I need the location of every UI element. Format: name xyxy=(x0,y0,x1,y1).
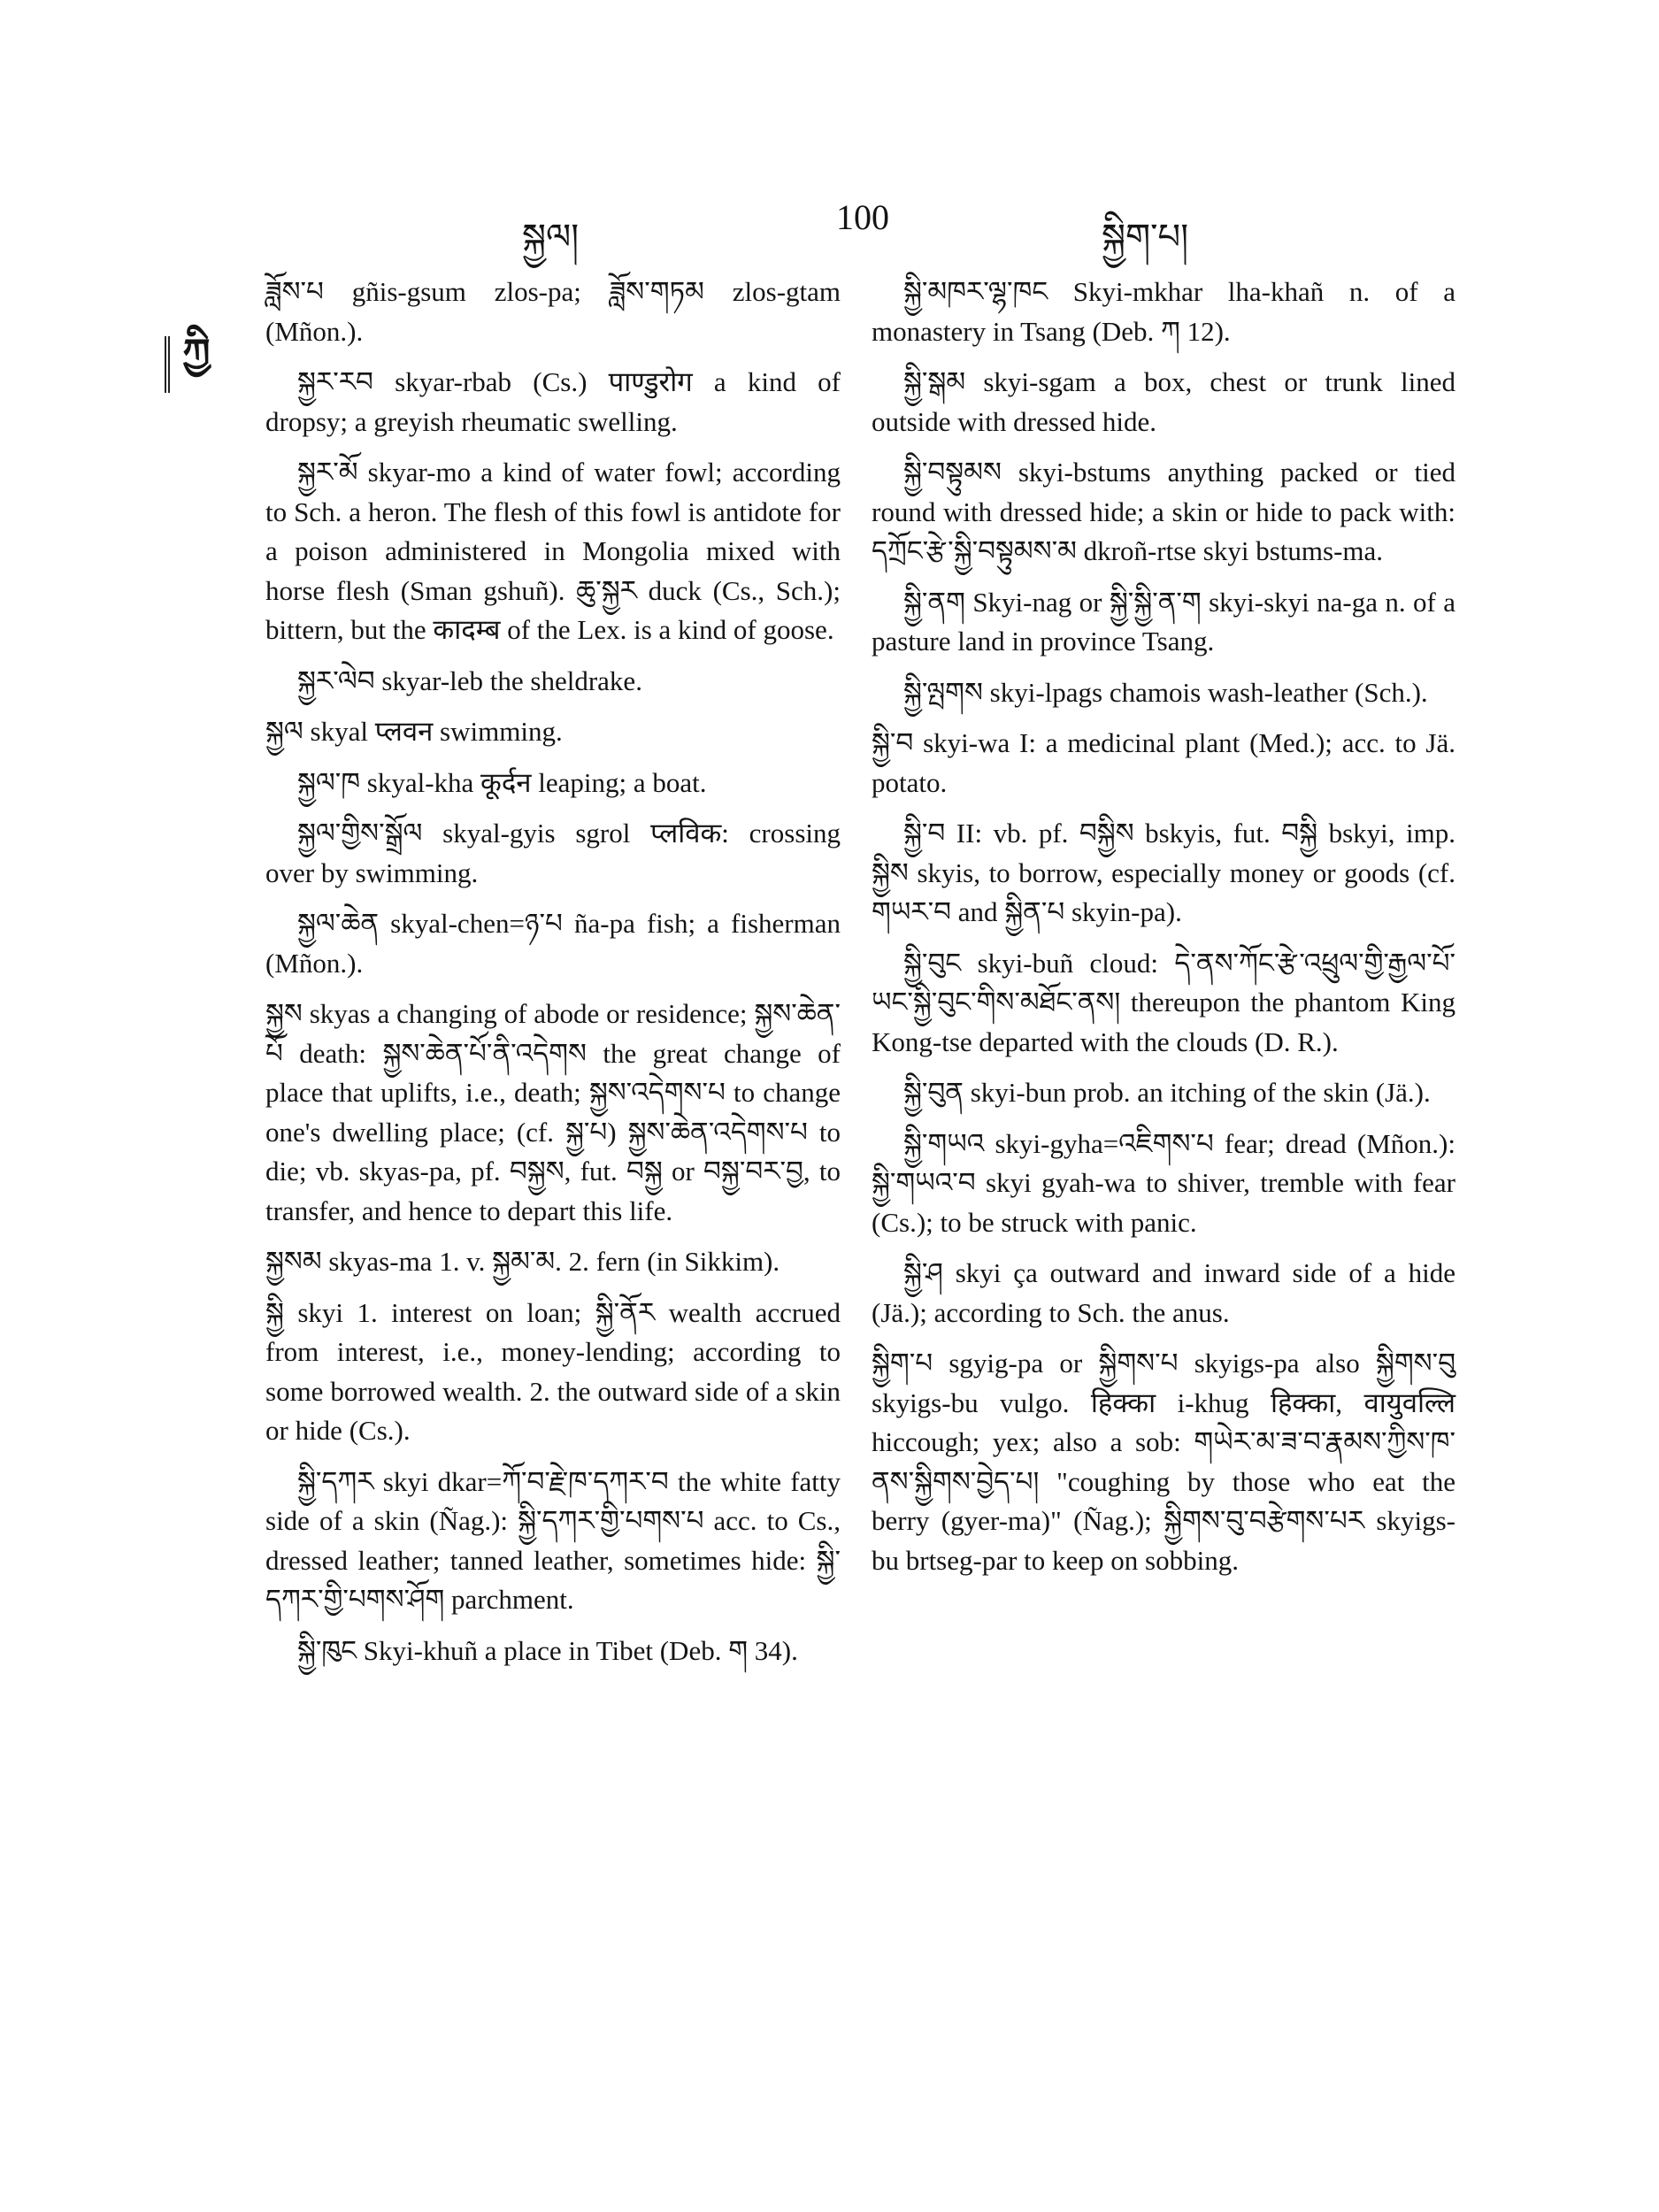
headword-entry: སྐྱལ skyal प्लवन swimming. xyxy=(265,716,563,747)
entry: སྐྱི་བ II: vb. pf. བསྐྱིས bskyis, fut. བསྐྱི bskyi, imp. སྐྱིས skyis, to borrow, especially money or goods (cf. གཡར་བ and སྐྱིན་པ skyin-pa). xyxy=(872,818,1455,927)
entry: སྐྱི་ཁུང Skyi-khuñ a place in Tibet (Deb. ག 34). xyxy=(297,1634,798,1666)
entry: སྐྱི་ཤ skyi ça outward and inward side of a hide (Jä.); according to Sch. the anus. xyxy=(872,1257,1455,1328)
entry: སྐྱལ་གྱིས་སྒྲོལ skyal-gyis sgrol प्लविक: crossing over by swimming. xyxy=(265,818,841,888)
entry: སྐྱི་གཡའ skyi-gyha=འཇིགས་པ fear; dread (Mñon.): སྐྱི་གཡའ་བ skyi gyah-wa to shiver, tremble with fear (Cs.); to be struck with panic. xyxy=(872,1127,1455,1238)
entry: སྐྱལ་ཁ skyal-kha कूर्दन leaping; a boat. xyxy=(297,766,707,798)
headword-entry: སྐྱས skyas a changing of abode or residence; སྐྱས་ཆེན་པོ death: སྐྱས་ཆེན་པོ་ནི་འདེགས the great change of place that uplifts, i.e., death; སྐྱས་འདེགས་པ to change one's dwelling place; (cf. སྐྱ་པ) སྐྱས་ཆེན་འདེགས་པ to die; vb. skyas-pa, pf. བསྐྱས, fut. བསྐྱ or བསྐྱ་བར་བྱ, to transfer, and hence to depart this life. xyxy=(265,998,841,1226)
entry: སྐྱར་རབ skyar-rbab (Cs.) पाण्डुरोग a kind of dropsy; a greyish rheumatic swelling. xyxy=(265,366,841,437)
entry: སྐྱི་ནག Skyi-nag or སྐྱི་སྐྱི་ན་ག skyi-skyi na-ga n. of a pasture land in province Tsang. xyxy=(872,586,1455,657)
entry: སྐྱར་མོ skyar-mo a kind of water fowl; according to Sch. a heron. The flesh of this fowl is antidote for a poison administered in Mongolia mixed with horse flesh (Sman gshuñ). ཆུ་སྐྱར duck (Cs., Sch.); bittern, but the कादम्ब of the Lex. is a kind of goose. xyxy=(265,457,841,645)
thumb-index-tab: ཀྱི xyxy=(165,336,223,393)
entry: སྐྱི་ལྤགས skyi-lpags chamois wash-leather (Sch.). xyxy=(903,676,1428,708)
entry: སྐྱི་མཁར་ལྷ་ཁང Skyi-mkhar lha-khañ n. of a monastery in Tsang (Deb. ཀ 12). xyxy=(872,276,1455,347)
entry: སྐྱི་དཀར skyi dkar=ཀོ་བ་རྗེ་ཁ་དཀར་བ the white fatty side of a skin (Ñag.): སྐྱི་དཀར་གྱི་པགས་པ acc. to Cs., dressed leather; tanned leather, sometimes hide: སྐྱི་དཀར་གྱི་པགས་ཤོག parchment. xyxy=(265,1465,841,1615)
entry: སྐྱར་ལེབ skyar-leb the sheldrake. xyxy=(297,664,642,696)
headword-entry: སྐྱསམ skyas-ma 1. v. སྐྱམ་མ. 2. fern (in Sikkim). xyxy=(265,1246,780,1277)
left-column xyxy=(265,273,841,1682)
header-left-word: སྐྱལ། xyxy=(522,217,580,257)
entry: སྐྱི་སྒམ skyi-sgam a box, chest or trunk lined outside with dressed hide. xyxy=(872,366,1455,437)
headword-entry: སྐྱི་བ skyi-wa I: a medicinal plant (Med.); acc. to Jä. potato. xyxy=(872,727,1455,798)
headword-entry: སྐྱི skyi 1. interest on loan; སྐྱི་ནོར wealth accrued from interest, i.e., money-lending; according to some borrowed wealth. 2. the outward side of a skin or hide (Cs.). xyxy=(265,1296,841,1446)
header-right-word: སྐྱིག་པ། xyxy=(1102,217,1189,257)
entry: སྐྱི་བུང skyi-buñ cloud: དེ་ནས་ཀོང་རྩེ་འཕྲུལ་གྱི་རྒྱལ་པོ་ཡང་སྐྱི་བུང་གིས་མཐོང་ནས། thereupon the phantom King Kong-tse departed with the clouds (D. R.). xyxy=(872,947,1455,1057)
entry: སྐྱི་བསྟུམས skyi-bstums anything packed or tied round with dressed hide; a skin or hide to pack with: དཀྲོང་རྩེ་སྐྱི་བསྟུམས་མ dkroñ-rtse skyi bstums-ma. xyxy=(872,457,1455,566)
page-number: 100 xyxy=(836,197,889,237)
entry: ཟློས་པ gñis-gsum zlos-pa; ཟློས་གཏམ zlos-gtam (Mñon.). xyxy=(265,276,841,347)
page-header xyxy=(265,196,1451,257)
entry: སྐྱལ་ཆེན skyal-chen=ཉ་པ ña-pa fish; a fisherman (Mñon.). xyxy=(265,908,841,979)
headword-entry: སྐྱིག་པ sgyig-pa or སྐྱིགས་པ skyigs-pa also སྐྱིགས་བུ skyigs-bu vulgo. हिक्का i-khug हिक्का, वायुवल्लि hiccough; yex; also a sob: གཡེར་མ་ཟ་བ་རྣམས་ཀྱིས་ཁ་ནས་སྐྱིགས་བྱེད་པ། "coughing by those who eat the berry (gyer-ma)" (Ñag.); སྐྱིགས་བུ་བརྩེགས་པར skyigs-bu brtseg-par to keep on sobbing. xyxy=(872,1348,1455,1576)
entry: སྐྱི་བུན skyi-bun prob. an itching of the skin (Jä.). xyxy=(903,1077,1431,1108)
right-column xyxy=(872,273,1455,1592)
